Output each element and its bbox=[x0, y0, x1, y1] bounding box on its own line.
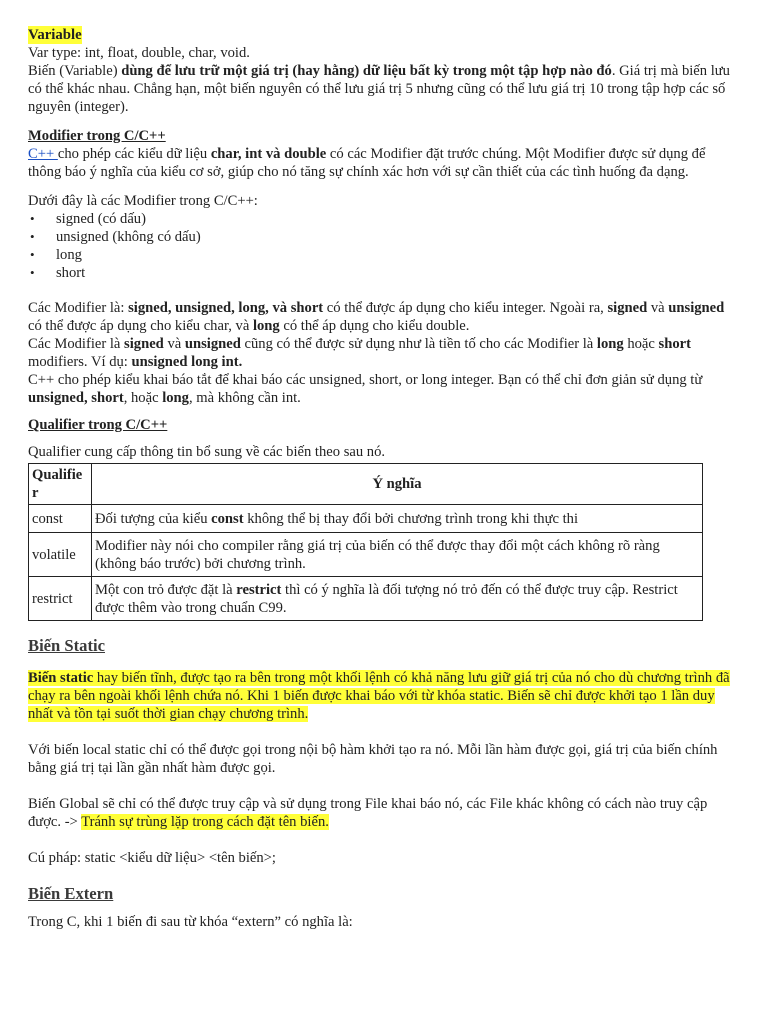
cpp-link[interactable]: C++ bbox=[28, 146, 58, 162]
list-item: • signed (có dấu) bbox=[52, 210, 740, 228]
document-page bbox=[28, 26, 740, 931]
qualifier-heading: Qualifier trong C/C++ bbox=[28, 417, 168, 433]
qualifier-meaning: Modifier này nói cho compiler rằng giá trị của biến có thể được thay đổi một cách không rõ ràng (không báo trước) bởi chương trình. bbox=[92, 533, 703, 577]
modifier-list bbox=[28, 210, 740, 282]
extern-intro: Trong C, khi 1 biến đi sau từ khóa “extern” có nghĩa là: bbox=[28, 914, 353, 930]
table-header-row bbox=[29, 464, 703, 505]
static-highlighted-paragraph: Biến static hay biến tĩnh, được tạo ra bên trong một khối lệnh có khả năng lưu giữ giá trị của nó cho dù chương trình đã chạy ra bên ngoài khối lệnh chứa nó. Khi 1 biến được khai báo với từ khóa static. Biến sẽ chỉ được khởi tạo 1 lần duy nhất và tồn tại suốt thời gian chạy chương trình. bbox=[28, 670, 730, 722]
static-local-paragraph: Với biến local static chỉ có thể được gọi trong nội bộ hàm khởi tạo ra nó. Mỗi lần hàm được gọi, giá trị của biến chính bằng giá trị tại lần gần nhất hàm được gọi. bbox=[28, 742, 718, 776]
qualifier-name: volatile bbox=[29, 533, 92, 577]
qualifier-table bbox=[28, 463, 703, 621]
list-item: • long bbox=[52, 246, 740, 264]
modifier-intro: C++ cho phép các kiểu dữ liệu char, int và double có các Modifier đặt trước chúng. Một Modifier được sử dụng để thông báo ý nghĩa của kiểu cơ sở, giúp cho nó tăng sự chính xác hơn với sự cần thiết của các tình huống đa dạng. bbox=[28, 146, 706, 180]
modifier-list-intro: Dưới đây là các Modifier trong C/C++: bbox=[28, 193, 258, 209]
modifier-paragraph-1: Các Modifier là: signed, unsigned, long, và short có thể được áp dụng cho kiểu integer. Ngoài ra, signed và unsigned có thể được áp dụng cho kiểu char, và long có thể áp dụng cho kiểu double. bbox=[28, 300, 725, 334]
modifier-paragraph-3: C++ cho phép kiểu khai báo tắt để khai báo các unsigned, short, or long integer. Bạn có thể chỉ đơn giản sử dụng từ unsigned, short, hoặc long, mà không cần int. bbox=[28, 372, 703, 406]
table-header-qualifier: Qualifier bbox=[29, 464, 92, 505]
var-type-line: Var type: int, float, double, char, void. bbox=[28, 45, 250, 61]
qualifier-meaning: Đối tượng của kiểu const không thể bị thay đổi bởi chương trình trong khi thực thi bbox=[92, 505, 703, 533]
extern-heading: Biến Extern bbox=[28, 884, 114, 903]
modifier-heading: Modifier trong C/C++ bbox=[28, 128, 166, 144]
table-row bbox=[29, 577, 703, 621]
modifier-paragraph-2: Các Modifier là signed và unsigned cũng có thể được sử dụng như là tiền tố cho các Modifier là long hoặc short modifiers. Ví dụ: unsigned long int. bbox=[28, 336, 691, 370]
table-row bbox=[29, 505, 703, 533]
list-item: • unsigned (không có dấu) bbox=[52, 228, 740, 246]
table-header-meaning: Ý nghĩa bbox=[92, 464, 703, 505]
qualifier-name: restrict bbox=[29, 577, 92, 621]
variable-heading: Variable bbox=[28, 27, 82, 43]
table-row bbox=[29, 533, 703, 577]
static-syntax: Cú pháp: static <kiểu dữ liệu> <tên biến>; bbox=[28, 850, 276, 866]
qualifier-meaning: Một con trỏ được đặt là restrict thì có ý nghĩa là đối tượng nó trỏ đến có thể được truy cập. Restrict được thêm vào trong chuẩn C99. bbox=[92, 577, 703, 621]
qualifier-intro: Qualifier cung cấp thông tin bổ sung về các biến theo sau nó. bbox=[28, 444, 386, 460]
qualifier-name: const bbox=[29, 505, 92, 533]
static-global-paragraph: Biến Global sẽ chỉ có thể được truy cập và sử dụng trong File khai báo nó, các File khác không có cách nào truy cập được. -> Tránh sự trùng lặp trong cách đặt tên biến. bbox=[28, 796, 708, 830]
static-heading: Biến Static bbox=[28, 636, 105, 655]
list-item: • short bbox=[52, 264, 740, 282]
variable-description: Biến (Variable) dùng để lưu trữ một giá trị (hay hằng) dữ liệu bất kỳ trong một tập hợp nào đó. Giá trị mà biến lưu có thể khác nhau. Chẳng hạn, một biến nguyên có thể lưu giá trị 5 nhưng cũng có thể lưu giá trị 10 trong tập hợp các số nguyên (integer). bbox=[28, 63, 730, 115]
